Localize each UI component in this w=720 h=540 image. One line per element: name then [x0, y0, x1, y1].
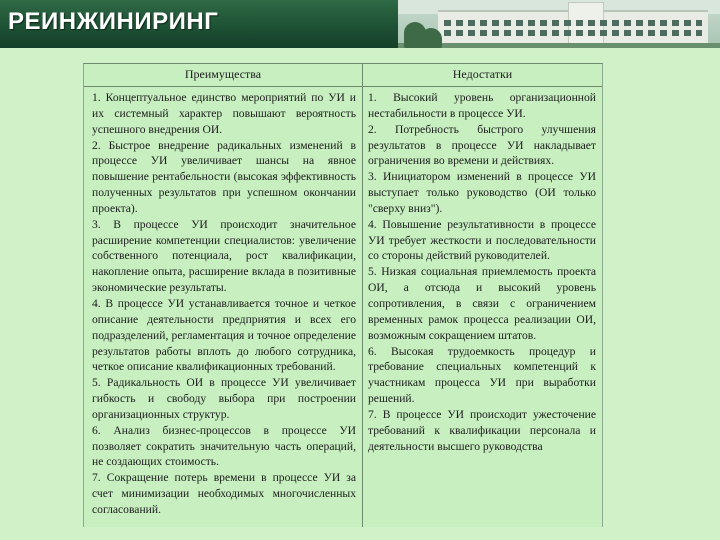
building-photo-windows [444, 20, 702, 26]
comparison-table [83, 63, 603, 527]
advantages-header: Преимущества [184, 67, 262, 81]
advantage-item: 5. Радикальность ОИ в процессе УИ увеличивает гибкость и свободу выбора при построении организационных структур. [92, 376, 356, 421]
advantage-item: 2. Быстрое внедрение радикальных изменений в процессе УИ увеличивает шансы на явное повышение рентабельности (высокая эффективность полученных результатов при успешном окончании проекта). [92, 138, 356, 215]
disadvantages-header: Недостатки [452, 67, 513, 81]
disadvantages-column [368, 90, 596, 454]
advantage-item: 4. В процессе УИ устанавливается точное и четкое описание деятельности предприятия и всех его подразделений, регламентация и точное определение результатов работы вплоть до любого сотрудника, четкое описание квалификационных требований. [92, 296, 356, 374]
building-photo-tree [420, 28, 442, 48]
slide-header [0, 0, 720, 48]
building-photo [398, 0, 720, 48]
disadvantage-item: 7. В процессе УИ происходит ужесточение требований к квалификации персонала и деятельности высшего руководства [368, 407, 596, 453]
disadvantage-item: 4. Повышение результативности в процессе УИ требует жесткости и последовательности со стороны действий руководителей. [368, 217, 596, 263]
disadvantage-item: 1. Высокий уровень организационной нестабильности в процессе УИ. [368, 91, 596, 120]
advantages-column [92, 90, 356, 518]
table-header-row [84, 64, 602, 87]
advantage-item: 1. Концептуальное единство мероприятий по УИ и их системный характер повышают вероятность успешного внедрения ОИ. [92, 91, 356, 136]
column-divider [362, 64, 363, 527]
advantage-item: 3. В процессе УИ происходит значительное расширение компетенции специалистов: увеличение собственного потенциала, рост квалификации, накопление опыта, расширение вклада в позитивные экономические результаты. [92, 217, 356, 295]
advantage-item: 6. Анализ бизнес-процессов в процессе УИ позволяет сократить значительную часть операций, не создающих стоимость. [92, 423, 356, 469]
disadvantage-item: 6. Высокая трудоемкость процедур и требование специальных компетенций к участникам процесса УИ при выработки решений. [368, 344, 596, 406]
advantage-item: 7. Сокращение потерь времени в процессе УИ за счет минимизации необходимых многочисленных согласований. [92, 471, 356, 516]
slide-title: РЕИНЖИНИРИНГ [8, 8, 219, 35]
disadvantage-item: 5. Низкая социальная приемлемость проекта ОИ, а отсюда и высокий уровень сопротивления, в связи с ограничением временных рамок процесса реализации ОИ, возможным сокращением штатов. [368, 265, 596, 342]
building-photo-ground [398, 43, 720, 48]
disadvantage-item: 2. Потребность быстрого улучшения результатов в процессе УИ накладывает ограничения во времени и действиях. [368, 122, 596, 168]
disadvantage-item: 3. Инициатором изменений в процессе УИ выступает только руководство (ОИ только "сверху вниз"). [368, 170, 596, 215]
building-photo-windows [444, 30, 702, 36]
